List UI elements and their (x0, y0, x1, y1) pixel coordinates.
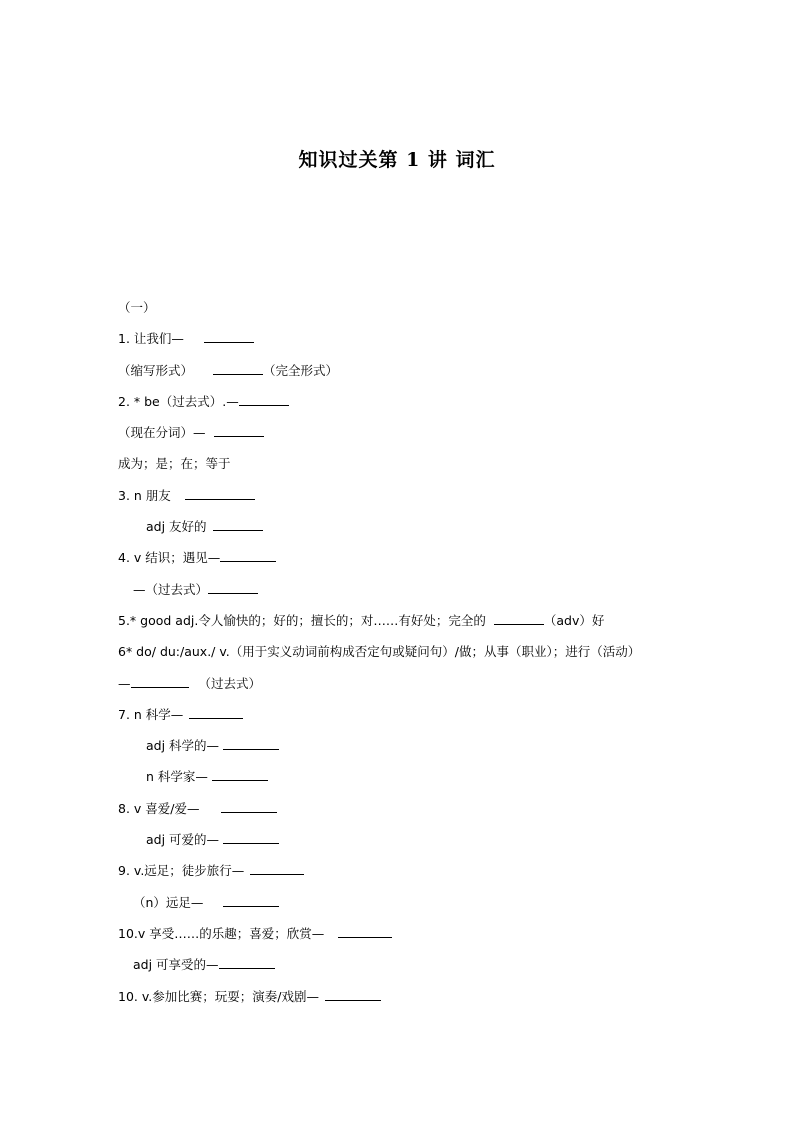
list-item: 4. v 结识；遇见— (118, 542, 718, 573)
list-item: （现在分词）— (118, 417, 718, 448)
list-item: （n）远足— (118, 887, 718, 918)
answer-blank[interactable] (223, 894, 279, 907)
list-item: （缩写形式） （完全形式） (118, 362, 339, 378)
answer-blank[interactable] (212, 768, 268, 781)
list-item: 9. v.远足；徒步旅行— (118, 855, 718, 886)
answer-blank[interactable] (338, 925, 392, 938)
answer-blank[interactable] (214, 424, 264, 437)
answer-blank[interactable] (494, 612, 544, 625)
list-item: adj 科学的— (118, 730, 718, 761)
list-item: 3. n 朋友 (118, 480, 718, 511)
list-item: 6* do/ du:/aux./ v.（用于实义动词前构成否定句或疑问句）/做；从事（职业）；进行（活动） (118, 644, 641, 660)
answer-blank[interactable] (325, 988, 381, 1001)
answer-blank[interactable] (250, 862, 304, 875)
list-item: 2. * be（过去式）.— (118, 386, 718, 417)
list-item: 成为；是；在；等于 (118, 456, 231, 472)
answer-blank[interactable] (204, 330, 254, 343)
list-item: —（过去式） (118, 574, 718, 605)
answer-blank[interactable] (221, 800, 277, 813)
answer-blank[interactable] (223, 737, 279, 750)
answer-blank[interactable] (220, 549, 276, 562)
answer-blank[interactable] (213, 362, 263, 375)
list-item: 1. 让我们— (118, 323, 718, 354)
answer-blank[interactable] (239, 393, 289, 406)
list-item: adj 可爱的— (118, 824, 718, 855)
list-item: adj 可享受的— (118, 949, 718, 980)
list-item: n 科学家— (118, 761, 718, 792)
list-item: adj 友好的 (118, 511, 718, 542)
answer-blank[interactable] (185, 487, 255, 500)
list-item: 8. v 喜爱/爱— (118, 793, 718, 824)
list-item: 10. v.参加比赛；玩耍；演奏/戏剧— (118, 981, 718, 1012)
page-title: 知识过关第 1 讲 词汇 (298, 149, 496, 171)
section-heading: （一） (118, 300, 156, 315)
answer-blank[interactable] (131, 675, 189, 688)
answer-blank[interactable] (189, 706, 243, 719)
answer-blank[interactable] (223, 831, 279, 844)
list-item: 10.v 享受……的乐趣；喜爱；欣赏— (118, 918, 718, 949)
answer-blank[interactable] (219, 956, 275, 969)
answer-blank[interactable] (208, 581, 258, 594)
list-item: 7. n 科学— (118, 699, 718, 730)
list-item: 5.* good adj.令人愉快的；好的；擅长的；对……有好处；完全的 （adv）好 (118, 612, 605, 628)
list-item: — （过去式） (118, 675, 262, 691)
answer-blank[interactable] (213, 518, 263, 531)
vocabulary-list (118, 292, 718, 1012)
